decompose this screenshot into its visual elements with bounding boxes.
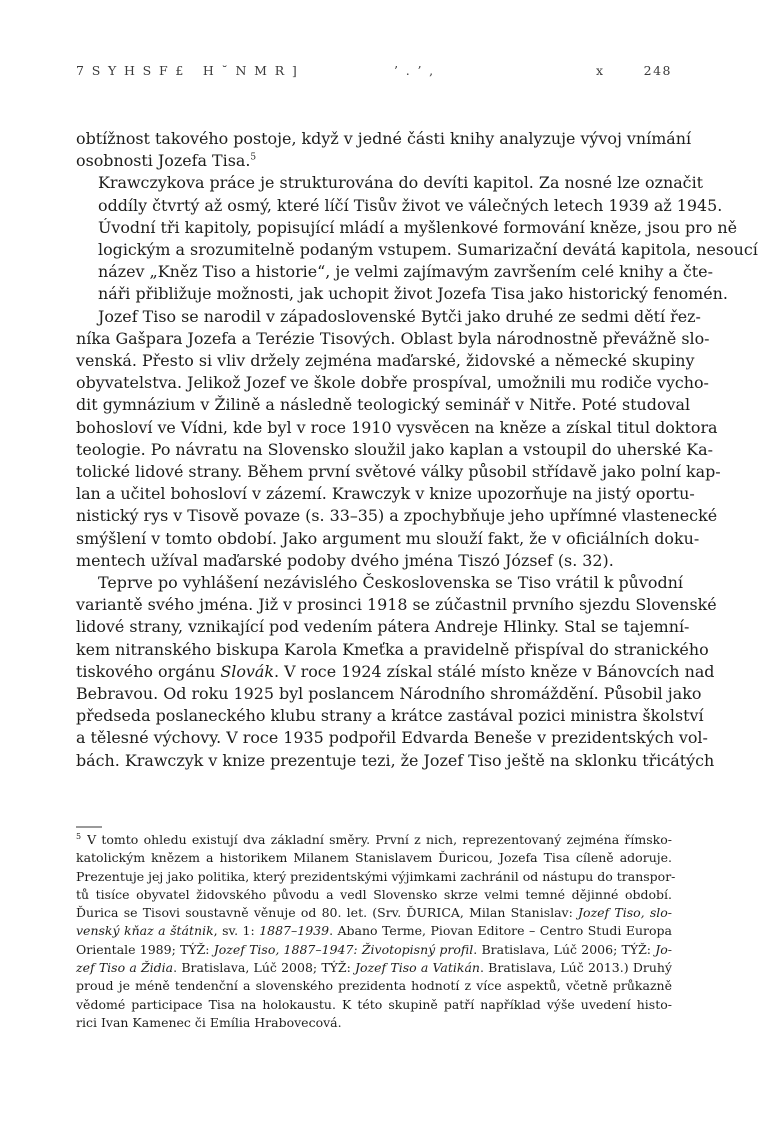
footnote-line — [76, 922, 672, 940]
text-span: . Bratislava, Lúč 2006; TÝŽ: — [473, 941, 656, 957]
text-line: předseda poslaneckého klubu strany a krátce zastával pozici ministra školství — [76, 706, 704, 726]
text-line: variantě svého jména. Již v prosinci 1918 se zúčastnil prvního sjezdu Slovenské — [76, 595, 717, 615]
text-line: dit gymnázium v Žilině a následně teologický seminář v Nitře. Poté studoval — [76, 395, 691, 415]
book-title: Jozef Tiso a Vatikán — [355, 960, 480, 976]
text-line — [76, 661, 715, 683]
text-line: lidové strany, vznikající pod vedením pátera Andreje Hlinky. Stal se tajemní- — [76, 617, 690, 637]
text-line: kem nitranského biskupa Karola Kmeťka a pravidelně přispíval do stranického — [76, 639, 709, 659]
footnote-5 — [76, 831, 676, 1032]
footnote-line: katolickým knězem a historikem Milanem Stanislavem Ďuricou, Jozefa Tisa cíleně adoruje. — [76, 850, 672, 866]
footnote-line — [76, 904, 672, 922]
text-line: lan a učitel bohosloví v zázemí. Krawczyk v knize upozorňuje na jistý oportu- — [76, 484, 695, 504]
text-span: . Bratislava, Lúč 2008; TÝŽ: — [173, 960, 356, 976]
text-line: obtížnost takového postoje, když v jedné části knihy analyzuje vývoj vnímání — [76, 129, 692, 148]
text-line: náři přibližuje možnosti, jak uchopit život Jozefa Tisa jako historický fenomén. — [98, 284, 728, 304]
running-header-marker: x — [596, 63, 611, 78]
text-span: . V roce 1924 získal stálé místo kněze v Bánovcích nad — [274, 661, 715, 681]
footnote-reference[interactable]: 5 — [250, 152, 257, 163]
text-line: a tělesné výchovy. V roce 1935 podpořil Edvarda Beneše v prezidentských vol- — [76, 728, 708, 748]
book-title: venský kňaz a štátnik — [76, 923, 214, 939]
running-header — [76, 63, 672, 79]
book-title: Jo- — [655, 941, 672, 957]
text-line: Úvodní tři kapitoly, popisující mládí a myšlenkové formování kněze, jsou pro ně — [98, 217, 737, 237]
text-span: , sv. 1: — [213, 923, 260, 939]
running-header-title: 7SYHSF£ H˘NMR] — [76, 63, 305, 78]
text-span: Ďurica se Tisovi soustavně věnuje od 80. let. (Srv. ĎURICA, Milan Stanislav: — [76, 905, 579, 921]
paragraph-3 — [76, 306, 721, 572]
text-line: mentech užíval maďarské podoby dvého jména Tiszó József (s. 32). — [76, 550, 614, 570]
text-line: tolické lidové strany. Během první světové války působil střídavě jako polní kap- — [76, 462, 721, 482]
text-line: níka Gašpara Jozefa a Terézie Tisových. Oblast byla národnostně převážně slo- — [76, 328, 710, 348]
text-line: logickým a srozumitelně podaným vstupem. Sumarizační devátá kapitola, nesoucí — [98, 240, 758, 260]
paragraph-2 — [76, 172, 758, 305]
book-title: zef Tiso a Židia — [76, 960, 174, 976]
footnote-line: Prezentuje jej jako politika, který prezidentskými výjimkami zachránil od nástupu do transpor- — [76, 868, 676, 884]
text-line — [76, 150, 672, 172]
text-line: Teprve po vyhlášení nezávislého Československa se Tiso vrátil k původní — [98, 573, 683, 593]
text-line: bohosloví ve Vídni, kde byl v roce 1910 vysvěcen na kněze a získal titul doktora — [76, 417, 718, 437]
footnote-line: rici Ivan Kamenec či Emília Hrabovecová. — [76, 1014, 342, 1030]
text-span: osobnosti Jozefa Tisa. — [76, 151, 251, 171]
text-span: . Abano Terme, Piovan Editore – Centro Studi Europa — [329, 923, 672, 939]
text-span: tiskového orgánu — [76, 661, 221, 681]
footnote-line — [76, 959, 672, 977]
text-line: Bebravou. Od roku 1925 byl poslancem Národního shromáždění. Působil jako — [76, 684, 702, 704]
paragraph-4 — [76, 572, 717, 772]
text-span: Orientale 1989; TÝŽ: — [76, 941, 214, 957]
main-text — [76, 128, 758, 772]
footnote-mark: 5 — [76, 831, 82, 841]
footnote-line: vědomé participace Tisa na holokaustu. K této skupině patří například výše uvedení histo- — [76, 996, 672, 1012]
footnote-line: tů tisíce obyvatel židovského původu a vedl Slovensko skrze velmi temné dějinné období. — [76, 886, 672, 902]
text-line: Krawczykova práce je strukturována do devíti kapitol. Za nosné lze označit — [98, 173, 704, 193]
volume-range: 1887–1939 — [259, 923, 330, 939]
text-line: smýšlení v tomto období. Jako argument mu slouží fakt, že v oficiálních doku- — [76, 528, 700, 548]
text-span: V tomto ohledu existují dva základní směry. První z nich, reprezentovaný zejména římsko- — [87, 832, 672, 847]
text-line: oddíly čtvrtý až osmý, které líčí Tisův život ve válečných letech 1939 až 1945. — [98, 195, 723, 215]
footnote-separator — [76, 826, 102, 828]
text-line: Jozef Tiso se narodil v západoslovenské Bytči jako druhé ze sedmi dětí řez- — [98, 306, 701, 326]
book-title: Jozef Tiso, slo- — [578, 905, 672, 921]
text-line: nistický rys v Tisově povaze (s. 33–35) a zpochybňuje jeho upřímné vlastenecké — [76, 506, 718, 526]
footnote-line — [76, 831, 672, 849]
footnote-line — [76, 941, 672, 959]
text-line: obyvatelstva. Jelikož Jozef ve škole dobře prospíval, umožnili mu rodiče vycho- — [76, 373, 709, 393]
footnote-line: proud je méně tendenční a slovenského prezidenta hodnotí z více aspektů, včetně průkazně — [76, 978, 672, 994]
text-span: . Bratislava, Lúč 2013.) Druhý — [479, 960, 672, 976]
text-line: název „Kněz Tiso a historie“, je velmi zajímavým završením celé knihy a čte- — [98, 262, 713, 282]
page-number: 248 — [643, 63, 672, 78]
running-header-middle: ’.’, — [394, 63, 441, 78]
text-line: bách. Krawczyk v knize prezentuje tezi, že Jozef Tiso ještě na sklonku třicátých — [76, 750, 715, 770]
text-line: venská. Přesto si vliv držely zejména maďarské, židovské a německé skupiny — [76, 351, 695, 371]
periodical-title: Slovák — [220, 661, 275, 681]
paragraph-1 — [76, 128, 692, 172]
text-line: teologie. Po návratu na Slovensko sloužil jako kaplan a vstoupil do uherské Ka- — [76, 439, 714, 459]
book-title: Jozef Tiso, 1887–1947: Životopisný profil — [213, 941, 474, 957]
